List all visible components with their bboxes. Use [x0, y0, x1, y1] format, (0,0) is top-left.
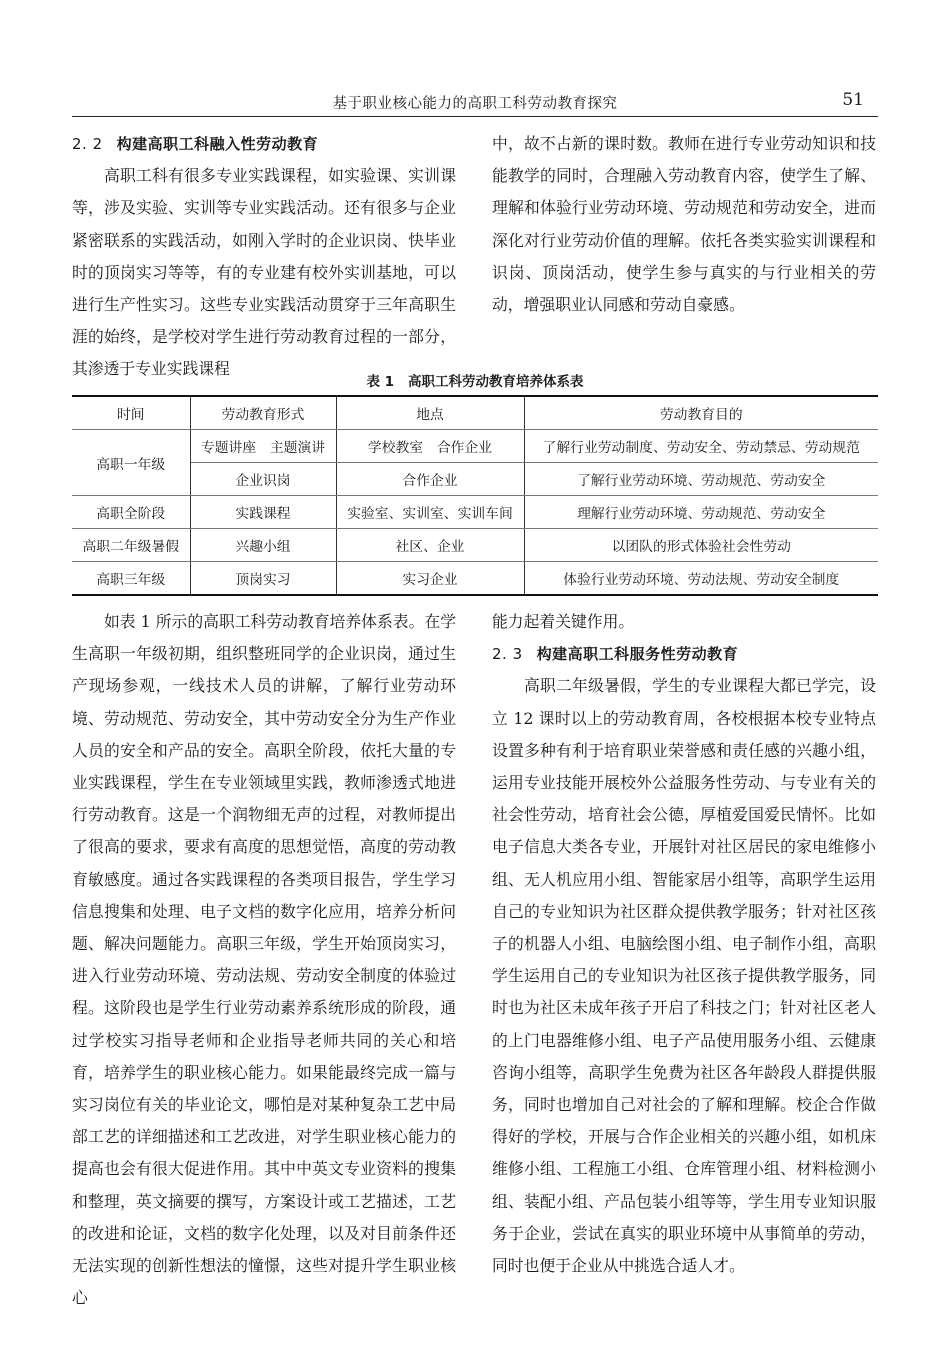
section-number: 2. 3: [492, 645, 523, 664]
table-cell: 了解行业劳动环境、劳动规范、劳动安全: [524, 463, 878, 496]
section-number: 2. 2: [72, 135, 103, 153]
header-cell: 劳动教育目的: [524, 396, 878, 430]
table-row: [72, 463, 878, 496]
header-cell: 劳动教育形式: [190, 396, 336, 430]
section-2-3-heading: [492, 638, 876, 670]
lower-right-column: [492, 606, 876, 1282]
table-cell: 实习企业: [336, 562, 524, 596]
table-cell: 以团队的形式体验社会性劳动: [524, 529, 878, 562]
table-caption: [72, 370, 878, 390]
table-cell: 社区、企业: [336, 529, 524, 562]
table-label: 表 1: [366, 374, 395, 390]
table-cell: 了解行业劳动制度、劳动安全、劳动禁忌、劳动规范: [524, 430, 878, 463]
paragraph: 如表 1 所示的高职工科劳动教育培养体系表。在学生高职一年级初期，组织整班同学的企业识岗，通过生产现场参观，一线技术人员的讲解，了解行业劳动环境、劳动规范、劳动安全，其中劳动安全分为生产作业人员的安全和产品的安全。高职全阶段，依托大量的专业实践课程，学生在专业领域里实践，教师渗透式地进行劳动教育。这是一个润物细无声的过程，对教师提出了很高的要求，要求有高度的思想觉悟，高度的劳动教育敏感度。通过各实践课程的各类项目报告，学生学习信息搜集和处理、电子文档的数字化应用，培养分析问题、解决问题能力。高职三年级，学生开始顶岗实习，进入行业劳动环境、劳动法规、劳动安全制度的体验过程。这阶段也是学生行业劳动素养系统形成的阶段，通过学校实习指导老师和企业指导老师共同的关心和培育，培养学生的职业核心能力。如果能最终完成一篇与实习岗位有关的毕业论文，哪怕是对某种复杂工艺中局部工艺的详细描述和工艺改进，对学生职业核心能力的提高也会有很大促进作用。其中中英文专业资料的搜集和整理，英文摘要的撰写，方案设计或工艺描述，工艺的改进和论证，文档的数字化处理，以及对目前条件还无法实现的创新性想法的憧憬，这些对提升学生职业核心: [72, 612, 456, 1308]
table-cell: 专题讲座 主题演讲: [190, 430, 336, 463]
table-cell: 合作企业: [336, 463, 524, 496]
paragraph: 能力起着关键作用。: [492, 612, 635, 631]
section-2-2-heading: [72, 128, 456, 160]
table-cell: 企业识岗: [190, 463, 336, 496]
paragraph: 中，故不占新的课时数。教师在进行专业劳动知识和技能教学的同时，合理融入劳动教育内容，使学生了解、理解和体验行业劳动环境、劳动规范和劳动安全，进而深化对行业劳动价值的理解。依托各类实验实训课程和识岗、顶岗活动，使学生参与真实的与行业相关的劳动，增强职业认同感和劳动自豪感。: [492, 134, 876, 315]
table-row: [72, 529, 878, 562]
table-cell: 高职三年级: [72, 562, 190, 596]
header-cell: 时间: [72, 396, 190, 430]
table-cell: 高职二年级暑假: [72, 529, 190, 562]
page-number: 51: [842, 90, 864, 110]
table-cell: 体验行业劳动环境、劳动法规、劳动安全制度: [524, 562, 878, 596]
paragraph: 高职二年级暑假，学生的专业课程大都已学完，设立 12 课时以上的劳动教育周，各校根据本校专业特点设置多种有利于培育职业荣誉感和责任感的兴趣小组，运用专业技能开展校外公益服务性劳动、与专业有关的社会性劳动，培育社会公德，厚植爱国爱民情怀。比如电子信息大类各专业，开展针对社区居民的家电维修小组、无人机应用小组、智能家居小组等，高职学生运用自己的专业知识为社区群众提供教学服务；针对社区孩子的机器人小组、电脑绘图小组、电子制作小组，高职学生运用自己的专业知识为社区孩子提供教学服务，同时也为社区未成年孩子开启了科技之门；针对社区老人的上门电器维修小组、电子产品使用服务小组、云健康咨询小组等，高职学生免费为社区各年龄段人群提供服务，同时也增加自己对社会的了解和理解。校企合作做得好的学校，开展与合作企业相关的兴趣小组，如机床维修小组、工程施工小组、仓库管理小组、材料检测小组、装配小组、产品包装小组等等，学生用专业知识服务于企业，尝试在真实的职业环境中从事简单的劳动，同时也便于企业从中挑选合适人才。: [492, 676, 876, 1276]
journal-article-title: 基于职业核心能力的高职工科劳动教育探究: [332, 96, 618, 112]
upper-right-column: [492, 128, 876, 321]
paragraph: 高职工科有很多专业实践课程，如实验课、实训课等，涉及实验、实训等专业实践活动。还有很多与企业紧密联系的实践活动，如刚入学时的企业识岗、快毕业时的顶岗实习等等，有的专业建有校外实训基地，可以进行生产性实习。这些专业实践活动贯穿于三年高职生涯的始终，是学校对学生进行劳动教育过程的一部分，其渗透于专业实践课程: [72, 166, 456, 379]
section-title: 构建高职工科服务性劳动教育: [536, 645, 739, 664]
education-system-table: [72, 395, 878, 596]
header-cell: 地点: [336, 396, 524, 430]
table-cell: 实践课程: [190, 496, 336, 529]
running-header: [72, 92, 878, 117]
table-cell: 学校教室 合作企业: [336, 430, 524, 463]
table-title: 高职工科劳动教育培养体系表: [408, 374, 584, 390]
table-row: [72, 562, 878, 596]
upper-left-column: [72, 128, 456, 386]
table-cell: 高职全阶段: [72, 496, 190, 529]
table-cell: 顶岗实习: [190, 562, 336, 596]
table-row: [72, 496, 878, 529]
section-title: 构建高职工科融入性劳动教育: [116, 135, 319, 153]
table-cell: 兴趣小组: [190, 529, 336, 562]
table-cell: 高职一年级: [72, 430, 190, 496]
lower-left-column: [72, 606, 456, 1314]
table-header-row: [72, 396, 878, 430]
table-cell: 理解行业劳动环境、劳动规范、劳动安全: [524, 496, 878, 529]
table-row: [72, 430, 878, 463]
table-cell: 实验室、实训室、实训车间: [336, 496, 524, 529]
